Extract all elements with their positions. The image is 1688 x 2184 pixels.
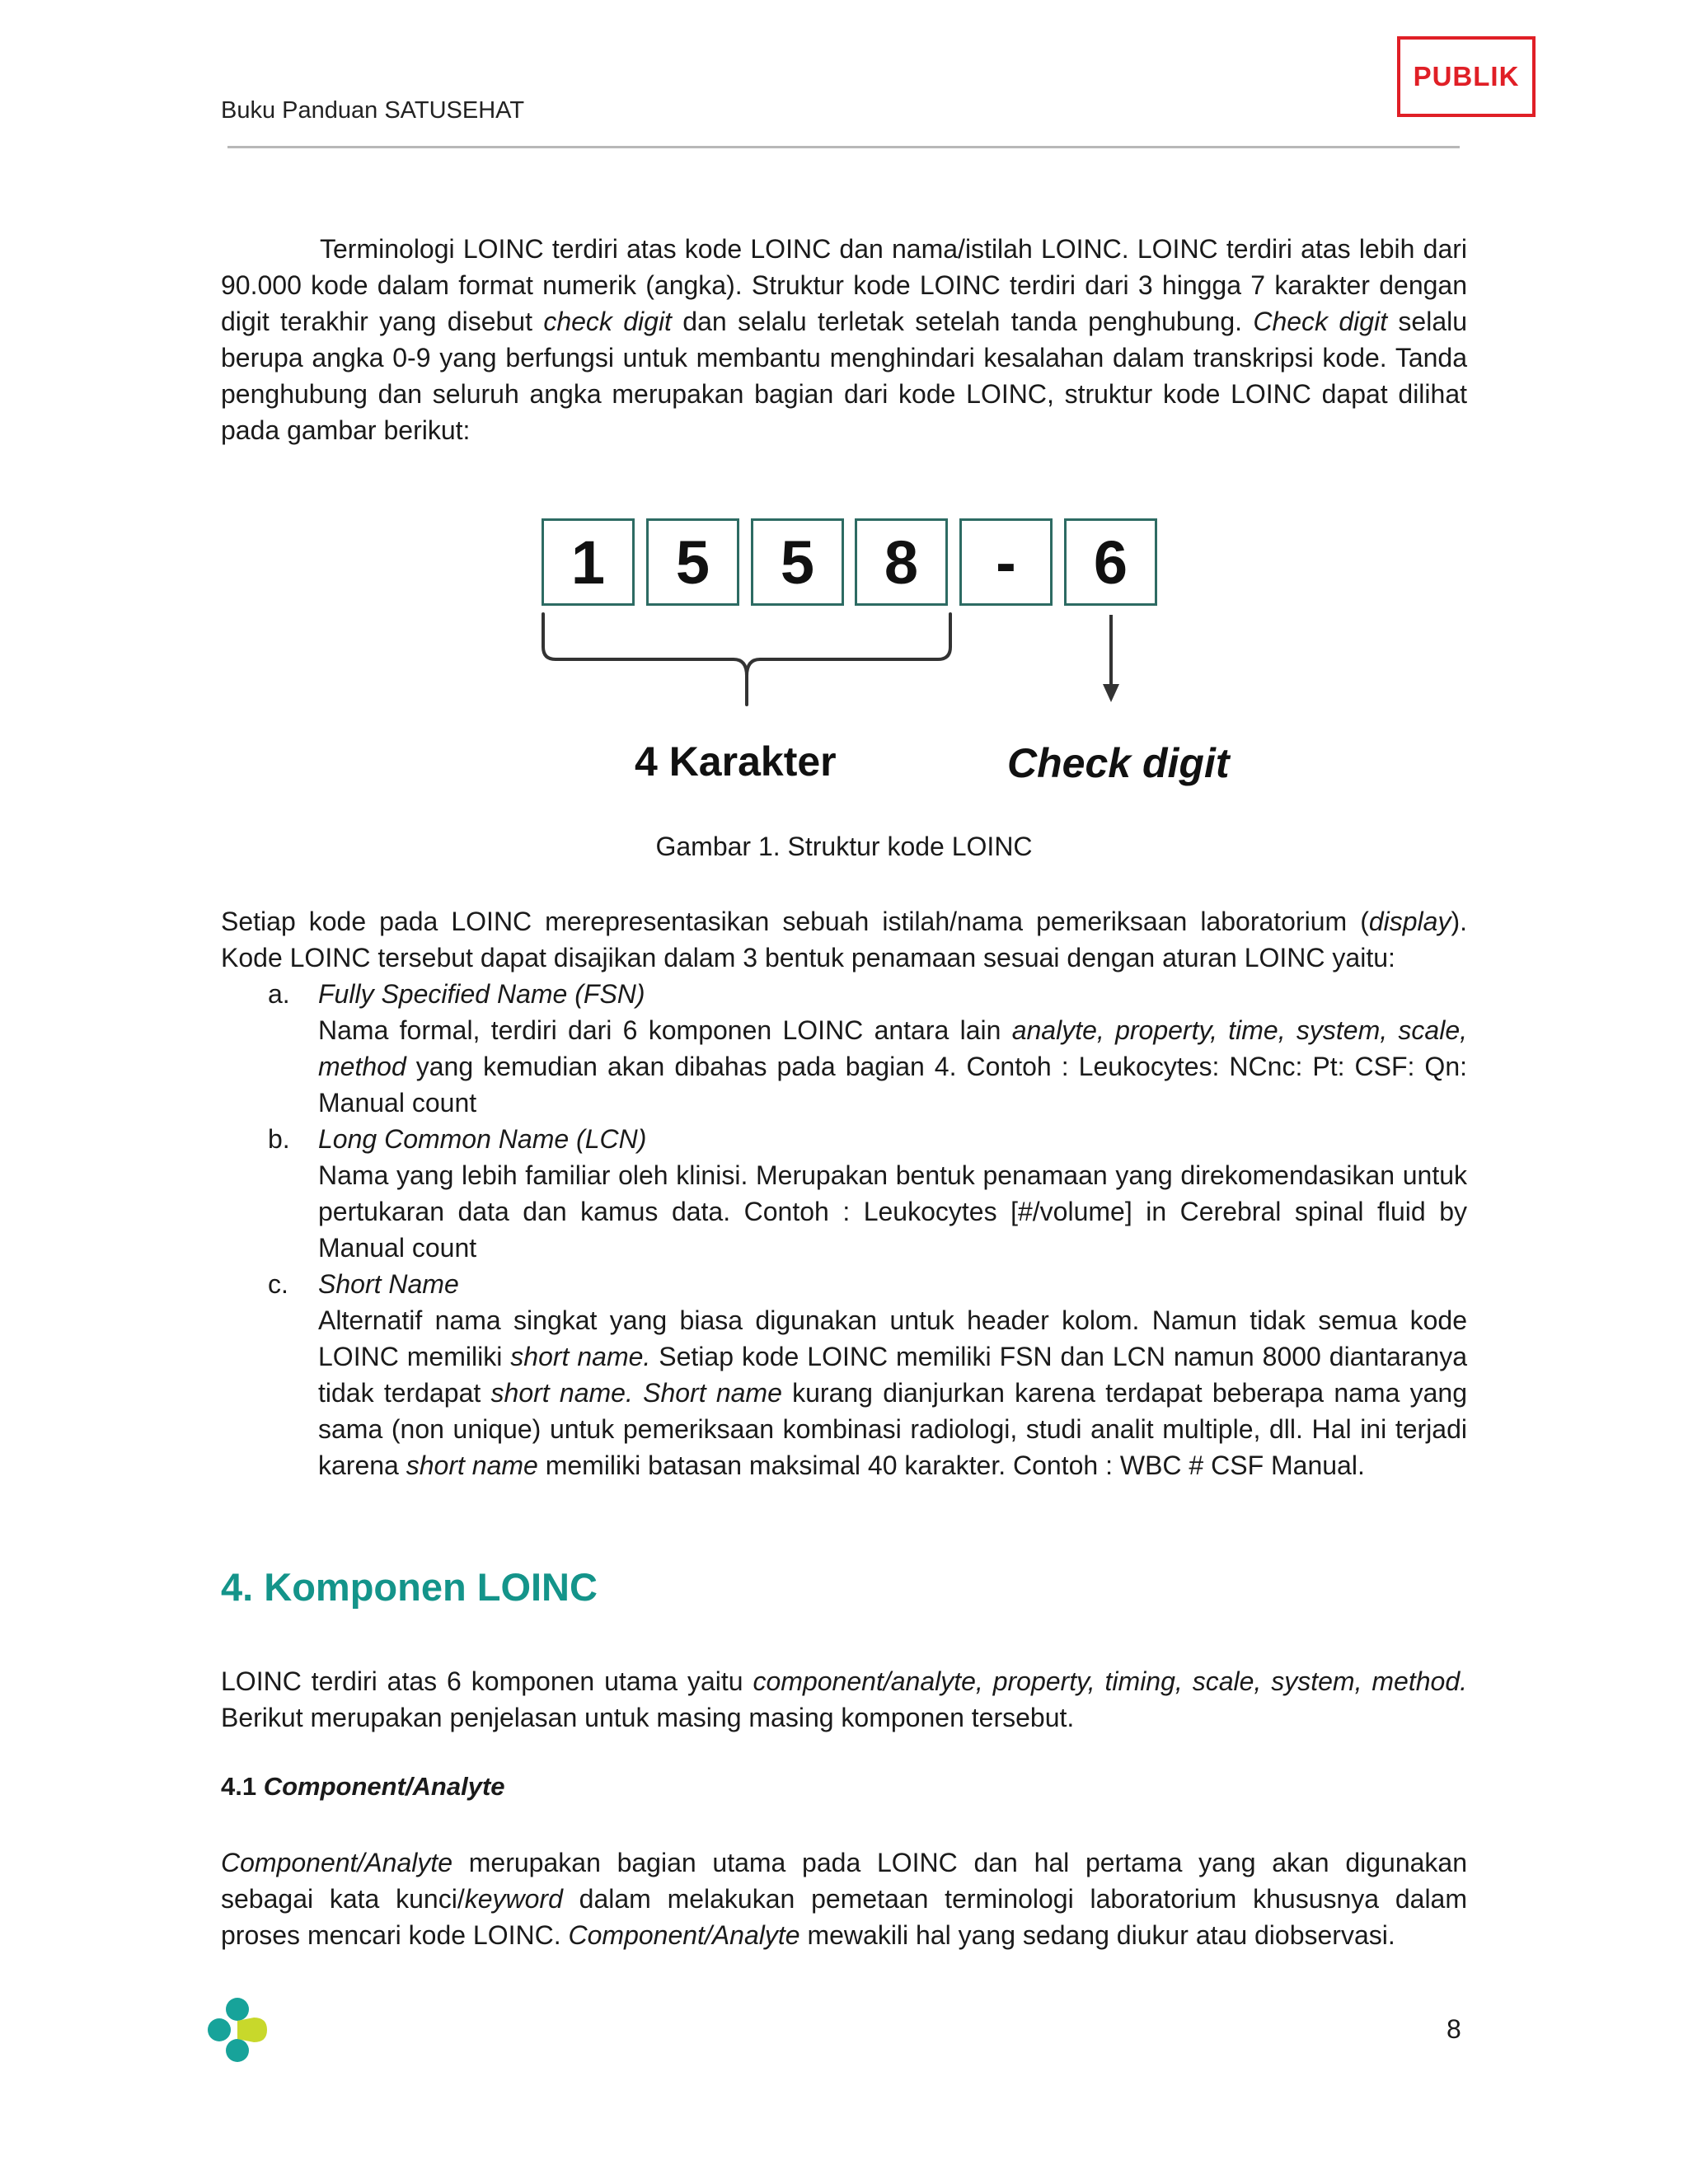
ministry-logo-icon: [203, 1993, 272, 2067]
list-marker: c.: [268, 1269, 288, 1299]
list-item-text: Nama yang lebih familiar oleh klinisi. Merupakan bentuk penamaan yang direkomendasikan untuk pertukaran data dan kamus data. Contoh : Leukocytes [#/volume] in Cerebral spinal fluid by Manual count: [318, 1160, 1467, 1263]
document-header-title: Buku Panduan SATUSEHAT: [221, 97, 525, 124]
naming-list: [221, 976, 1467, 1483]
code-char-box: 1: [542, 518, 635, 606]
list-item-text: Nama formal, terdiri dari 6 komponen LOINC antara lain analyte, property, time, system, scale, method yang kemudian akan dibahas pada bagian 4. Contoh : Leukocytes: NCnc: Pt: CSF: Qn: Manual count: [318, 1015, 1468, 1118]
figure-caption: Gambar 1. Struktur kode LOINC: [655, 832, 1033, 861]
header-divider: [227, 146, 1460, 148]
section4-paragraph: LOINC terdiri atas 6 komponen utama yaitu component/analyte, property, timing, scale, system, method. Berikut merupakan penjelasan untuk masing masing komponen tersebut.: [221, 1666, 1468, 1732]
subsection-heading: 4.1 Component/Analyte: [221, 1772, 505, 1801]
publik-badge: PUBLIK: [1397, 36, 1536, 117]
page-number: 8: [1447, 2014, 1461, 2044]
code-char-box: 5: [646, 518, 739, 606]
four-characters-label: 4 Karakter: [635, 738, 837, 785]
code-hyphen-box: -: [959, 518, 1053, 606]
list-marker: a.: [268, 979, 290, 1009]
code-char-box: 8: [855, 518, 948, 606]
section-heading: 4. Komponen LOINC: [221, 1565, 598, 1609]
check-digit-arrow-head: [1103, 684, 1119, 702]
naming-paragraph: Setiap kode pada LOINC merepresentasikan sebuah istilah/nama pemeriksaan laboratorium (display). Kode LOINC tersebut dapat disajikan dalam 3 bentuk penamaan sesuai dengan aturan LOINC yaitu:: [221, 907, 1467, 972]
check-digit-label: Check digit: [1007, 740, 1230, 786]
code-char-box: 5: [751, 518, 844, 606]
check-digit-box: 6: [1064, 518, 1157, 606]
list-item-title: Long Common Name (LCN): [318, 1124, 647, 1154]
list-item: [221, 1266, 1467, 1483]
list-marker: b.: [268, 1124, 290, 1154]
list-item: [221, 1121, 1467, 1266]
intro-paragraph: Terminologi LOINC terdiri atas kode LOINC dan nama/istilah LOINC. LOINC terdiri atas lebih dari 90.000 kode dalam format numerik (angka). Struktur kode LOINC terdiri dari 3 hingga 7 karakter dengan digit terakhir yang disebut check digit dan selalu terletak setelah tanda penghubung. Check digit selalu berupa angka 0-9 yang berfungsi untuk membantu menghindari kesalahan dalam transkripsi kode. Tanda penghubung dan seluruh angka merupakan bagian dari kode LOINC, struktur kode LOINC dapat dilihat pada gambar berikut:: [221, 234, 1468, 445]
list-item-title: Short Name: [318, 1269, 459, 1299]
list-item: [221, 976, 1467, 1121]
list-item-text: Alternatif nama singkat yang biasa digunakan untuk header kolom. Namun tidak semua kode LOINC memiliki short name. Setiap kode LOINC memiliki FSN dan LCN namun 8000 diantaranya tidak terdapat short name. Short name kurang dianjurkan karena terdapat beberapa nama yang sama (non unique) untuk pemeriksaan kombinasi radiologi, studi analit multiple, dll. Hal ini terjadi karena short name memiliki batasan maksimal 40 karakter. Contoh : WBC # CSF Manual.: [318, 1305, 1468, 1480]
section41-paragraph: Component/Analyte merupakan bagian utama pada LOINC dan hal pertama yang akan digunakan sebagai kata kunci/keyword dalam melakukan pemetaan terminologi laboratorium khususnya dalam proses mencari kode LOINC. Component/Analyte mewakili hal yang sedang diukur atau diobservasi.: [221, 1848, 1468, 1950]
list-item-title: Fully Specified Name (FSN): [318, 979, 645, 1009]
curly-brace: [543, 614, 950, 705]
